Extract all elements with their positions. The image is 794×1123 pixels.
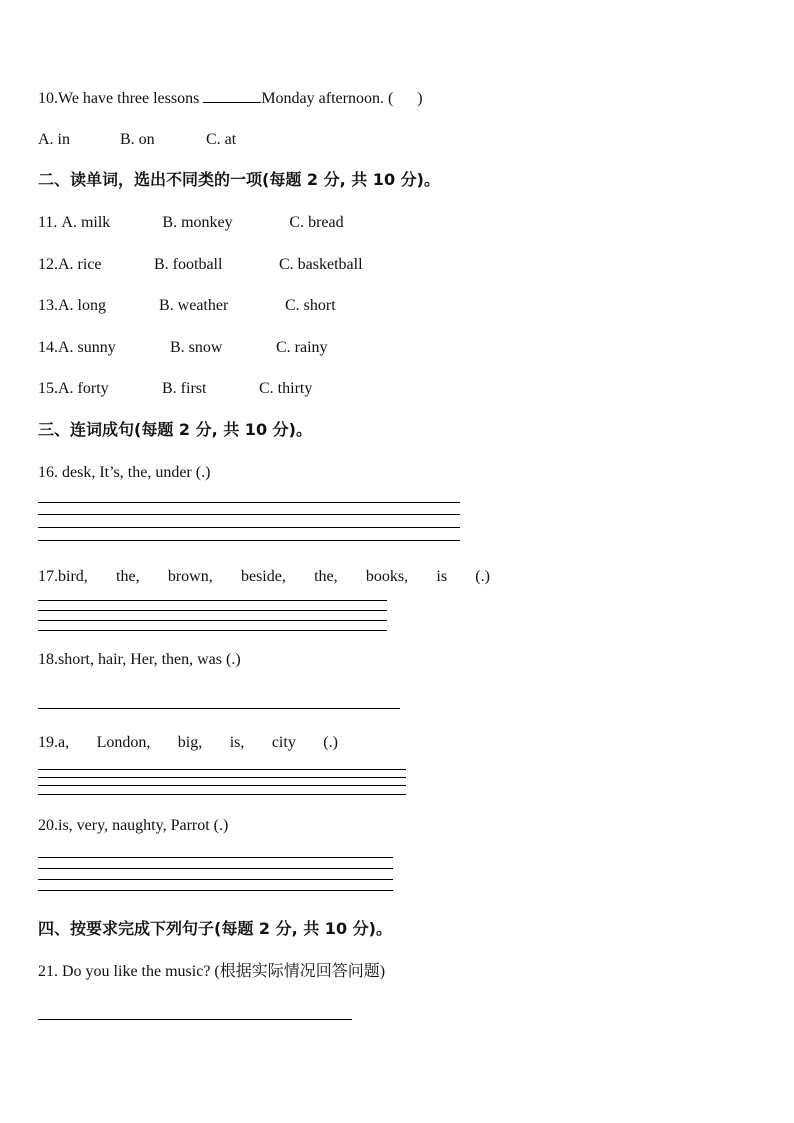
q10-blank[interactable] <box>203 88 261 103</box>
q17-word: the, <box>116 568 140 585</box>
q11-option-b[interactable]: B. monkey <box>162 214 233 231</box>
q20-answer-line-4[interactable] <box>38 890 393 891</box>
q19-word: city <box>271 734 296 751</box>
q11-number: 11. <box>38 214 62 231</box>
q12-option-b[interactable]: B. football <box>154 256 223 273</box>
q19-word: 19.a, <box>38 734 70 751</box>
q13-number: 13. <box>38 297 58 314</box>
q17-answer-line-2[interactable] <box>38 610 387 611</box>
q19-word: (.) <box>323 734 338 751</box>
q19-answer-line-2[interactable] <box>38 777 406 778</box>
question-21: 21. Do you like the music? (根据实际情况回答问题) <box>38 963 386 980</box>
q13-option-c[interactable]: C. short <box>285 297 336 314</box>
q15-option-c[interactable]: C. thirty <box>259 380 313 397</box>
q12-option-c[interactable]: C. basketball <box>279 256 363 273</box>
q10-option-a[interactable]: A. in <box>38 131 70 148</box>
question-17 <box>38 567 490 587</box>
question-14 <box>38 338 328 358</box>
q17-word: is <box>436 568 448 585</box>
q19-answer-line-3[interactable] <box>38 785 406 786</box>
q15-option-a[interactable]: A. forty <box>58 380 109 397</box>
q20-answer-line-3[interactable] <box>38 879 393 880</box>
q10-option-c[interactable]: C. at <box>206 131 237 148</box>
question-13 <box>38 296 336 316</box>
q19-word: London, <box>96 734 151 751</box>
q10-options <box>38 130 236 150</box>
q19-word: is, <box>229 734 245 751</box>
q16-answer-line-3[interactable] <box>38 527 460 528</box>
q14-option-c[interactable]: C. rainy <box>276 339 328 356</box>
q12-option-a[interactable]: A. rice <box>58 256 102 273</box>
q17-word: brown, <box>167 568 213 585</box>
q17-answer-line-1[interactable] <box>38 600 387 601</box>
q10-stem-after: Monday afternoon. ( ) <box>261 90 423 107</box>
question-12 <box>38 255 363 275</box>
q21-answer-line[interactable] <box>38 1019 352 1020</box>
q14-option-a[interactable]: A. sunny <box>58 339 116 356</box>
q17-word: 17.bird, <box>38 568 88 585</box>
q15-option-b[interactable]: B. first <box>162 380 207 397</box>
question-10 <box>38 88 423 109</box>
q16-answer-line-1[interactable] <box>38 502 460 503</box>
q17-word: books, <box>365 568 409 585</box>
q17-answer-line-3[interactable] <box>38 620 387 621</box>
q19-answer-line-4[interactable] <box>38 794 406 795</box>
q16-answer-line-2[interactable] <box>38 514 460 515</box>
q17-word: the, <box>314 568 338 585</box>
question-16: 16. desk, It’s, the, under (.) <box>38 464 211 481</box>
question-18: 18.short, hair, Her, then, was (.) <box>38 651 241 668</box>
question-20: 20.is, very, naughty, Parrot (.) <box>38 817 229 834</box>
q13-option-b[interactable]: B. weather <box>159 297 229 314</box>
q10-option-b[interactable]: B. on <box>120 131 155 148</box>
question-11 <box>38 213 344 233</box>
q11-option-a[interactable]: A. milk <box>61 214 111 231</box>
q18-answer-line[interactable] <box>38 708 400 709</box>
section-2-heading: 二、读单词，选出不同类的一项(每题 2 分, 共 10 分)。 <box>38 170 440 189</box>
q11-option-c[interactable]: C. bread <box>289 214 344 231</box>
q10-stem-before: 10.We have three lessons <box>38 90 204 107</box>
question-15 <box>38 379 312 399</box>
q17-answer-line-4[interactable] <box>38 630 387 631</box>
q16-answer-line-4[interactable] <box>38 540 460 541</box>
q19-word: big, <box>177 734 203 751</box>
q12-number: 12. <box>38 256 58 273</box>
q20-answer-line-1[interactable] <box>38 857 393 858</box>
section-3-heading: 三、连词成句(每题 2 分, 共 10 分)。 <box>38 420 312 439</box>
q17-word: (.) <box>475 568 490 585</box>
q13-option-a[interactable]: A. long <box>58 297 106 314</box>
q14-option-b[interactable]: B. snow <box>170 339 223 356</box>
q17-word: beside, <box>240 568 286 585</box>
section-4-heading: 四、按要求完成下列句子(每题 2 分, 共 10 分)。 <box>38 919 392 938</box>
q15-number: 15. <box>38 380 58 397</box>
q19-answer-line-1[interactable] <box>38 769 406 770</box>
q14-number: 14. <box>38 339 58 356</box>
q20-answer-line-2[interactable] <box>38 868 393 869</box>
question-19 <box>38 733 338 753</box>
